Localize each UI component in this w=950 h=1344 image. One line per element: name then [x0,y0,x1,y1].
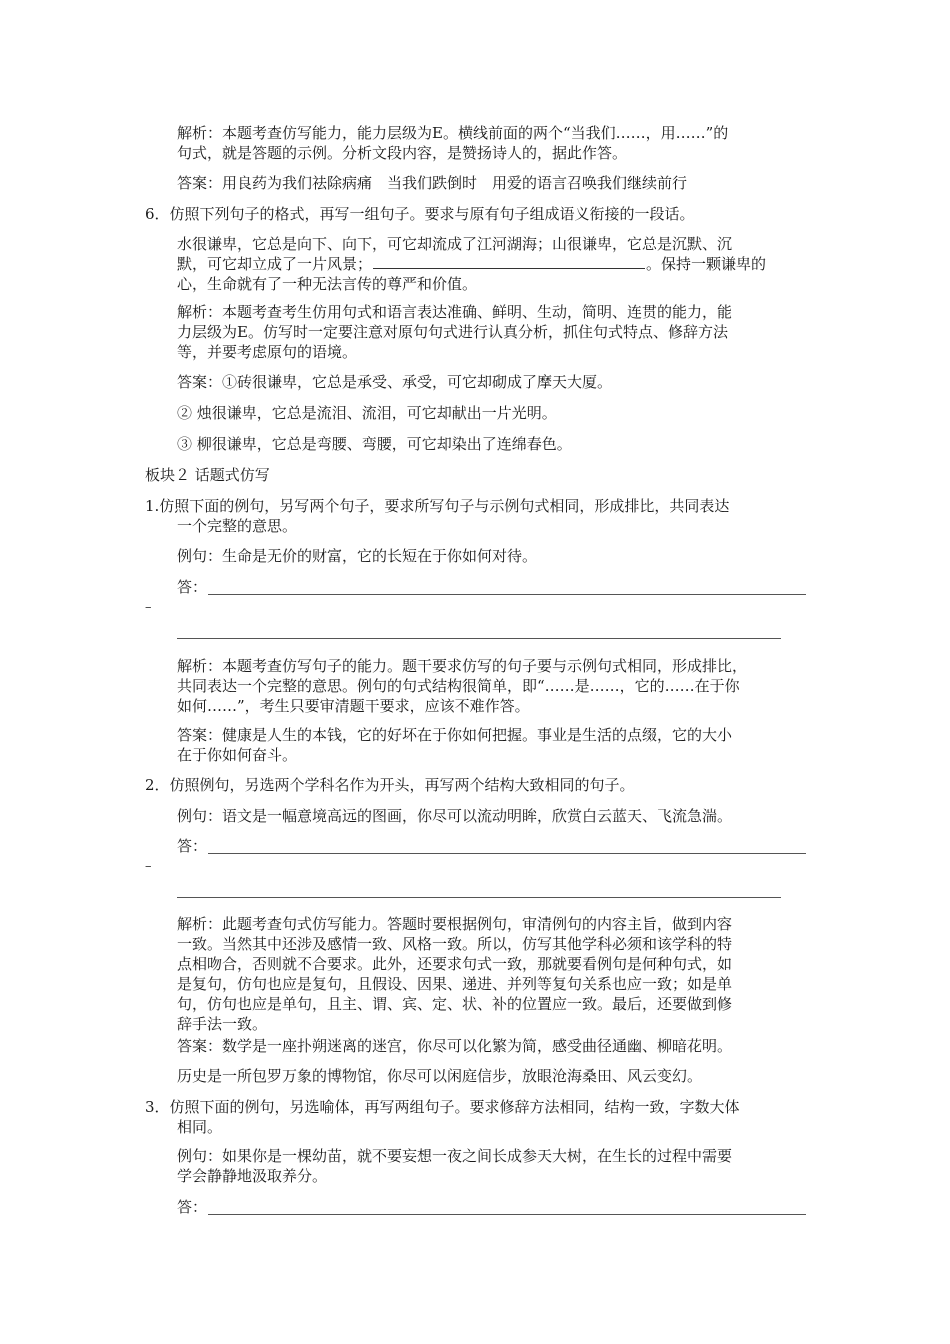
s2q3-answer-label: 答： [177,1198,208,1216]
s2q2-answer-line-1[interactable] [208,853,806,854]
s2q2-answer-line-2[interactable] [177,897,781,898]
s2q2-answer-2: 历史是一所包罗万象的博物馆，你尽可以闲庭信步，放眼沧海桑田、风云变幻。 [177,1067,703,1085]
s2q2-analysis-line-5: 句，仿句也应是单句，且主、谓、宾、定、状、补的位置应一致。最后，还要做到修 [177,995,733,1013]
s2q1-answer-line-b: 在于你如何奋斗。 [177,746,298,764]
s2q2-analysis-line-3: 点相吻合，否则就不合要求。此外，还要求句式一致，那就要看例句是何种句式，如 [177,955,733,973]
s2q1-dash: – [145,600,152,615]
s2q3-example-line-1: 例句：如果你是一棵幼苗，就不要妄想一夜之间长成参天大树，在生长的过程中需要 [177,1147,733,1165]
s2q2-example: 例句：语文是一幅意境高远的图画，你尽可以流动明眸，欣赏白云蓝天、飞流急湍。 [177,807,733,825]
q6-fill-blank[interactable] [373,254,645,269]
q6-answer-3: ③ 柳很谦卑，它总是弯腰、弯腰，可它却染出了连绵春色。 [177,435,572,453]
prev-answer: 答案：用良药为我们祛除病痛 当我们跌倒时 用爱的语言召唤我们继续前行 [177,174,688,192]
s2q3-stem-line-2: 相同。 [177,1118,223,1136]
s2q1-analysis-line-2: 共同表达一个完整的意思。例句的句式结构很简单，即“……是……，它的……在于你 [177,677,740,695]
q6-passage-line-2 [177,254,766,274]
prev-analysis-line-2: 句式，就是答题的示例。分析文段内容，是赞扬诗人的，据此作答。 [177,144,628,162]
s2q1-answer-line-1[interactable] [208,594,806,595]
s2q2-dash: – [145,859,152,874]
q6-analysis-line-3: 等，并要考虑原句的语境。 [177,343,358,361]
s2q2-analysis-line-2: 一致。当然其中还涉及感情一致、风格一致。所以，仿写其他学科必须和该学科的特 [177,935,733,953]
s2q1-example: 例句：生命是无价的财富，它的长短在于你如何对待。 [177,547,538,565]
s2q1-answer-line-a: 答案：健康是人生的本钱，它的好坏在于你如何把握。事业是生活的点缀，它的大小 [177,726,733,744]
s2q1-answer-line-2[interactable] [177,638,781,639]
q6-answer-1: 答案：①砖很谦卑，它总是承受、承受，可它却砌成了摩天大厦。 [177,373,613,391]
s2q1-analysis-line-1: 解析：本题考查仿写句子的能力。题干要求仿写的句子要与示例句式相同，形成排比， [177,657,748,675]
s2q2-stem: 2．仿照例句，另选两个学科名作为开头，再写两个结构大致相同的句子。 [145,776,635,794]
s2q1-stem-line-1: 1.仿照下面的例句，另写两个句子，要求所写句子与示例句式相同，形成排比，共同表达 [145,497,730,515]
prev-analysis-line-1: 解析：本题考查仿写能力，能力层级为E。横线前面的两个“当我们……，用……”的 [177,124,729,142]
q6-stem: 6．仿照下列句子的格式，再写一组句子。要求与原有句子组成语义衔接的一段话。 [145,205,695,223]
q6-analysis-line-2: 力层级为E。仿写时一定要注意对原句句式进行认真分析，抓住句式特点、修辞方法 [177,323,728,341]
section-2-title: 板块２ 话题式仿写 [145,466,270,484]
q6-answer-2: ② 烛很谦卑，它总是流泪、流泪，可它却献出一片光明。 [177,404,557,422]
s2q3-stem-line-1: 3．仿照下面的例句，另选喻体，再写两组句子。要求修辞方法相同，结构一致，字数大体 [145,1098,740,1116]
s2q2-answer-1: 答案：数学是一座扑朔迷离的迷宫，你尽可以化繁为简，感受曲径通幽、柳暗花明。 [177,1037,733,1055]
q6-passage-line-2-start: 默，可它却立成了一片风景； [177,255,373,273]
q6-passage-line-1: 水很谦卑，它总是向下、向下，可它却流成了江河湖海；山很谦卑，它总是沉默、沉 [177,235,733,253]
s2q3-answer-line-1[interactable] [208,1214,806,1215]
s2q1-answer-label: 答： [177,578,208,596]
q6-passage-line-3: 心，生命就有了一种无法言传的尊严和价值。 [177,275,478,293]
s2q2-analysis-line-4: 是复句，仿句也应是复句，且假设、因果、递进、并列等复句关系也应一致；如是单 [177,975,733,993]
s2q3-example-line-2: 学会静静地汲取养分。 [177,1167,328,1185]
s2q2-analysis-line-1: 解析：此题考查句式仿写能力。答题时要根据例句，审清例句的内容主旨，做到内容 [177,915,733,933]
s2q1-stem-line-2: 一个完整的意思。 [177,517,298,535]
s2q2-answer-label: 答： [177,837,208,855]
s2q1-analysis-line-3: 如何……”，考生只要审清题干要求，应该不难作答。 [177,697,530,715]
s2q2-analysis-line-6: 辞手法一致。 [177,1015,268,1033]
q6-passage-line-2-end: 。保持一颗谦卑的 [646,255,767,273]
q6-analysis-line-1: 解析：本题考查考生仿用句式和语言表达准确、鲜明、生动，简明、连贯的能力，能 [177,303,733,321]
